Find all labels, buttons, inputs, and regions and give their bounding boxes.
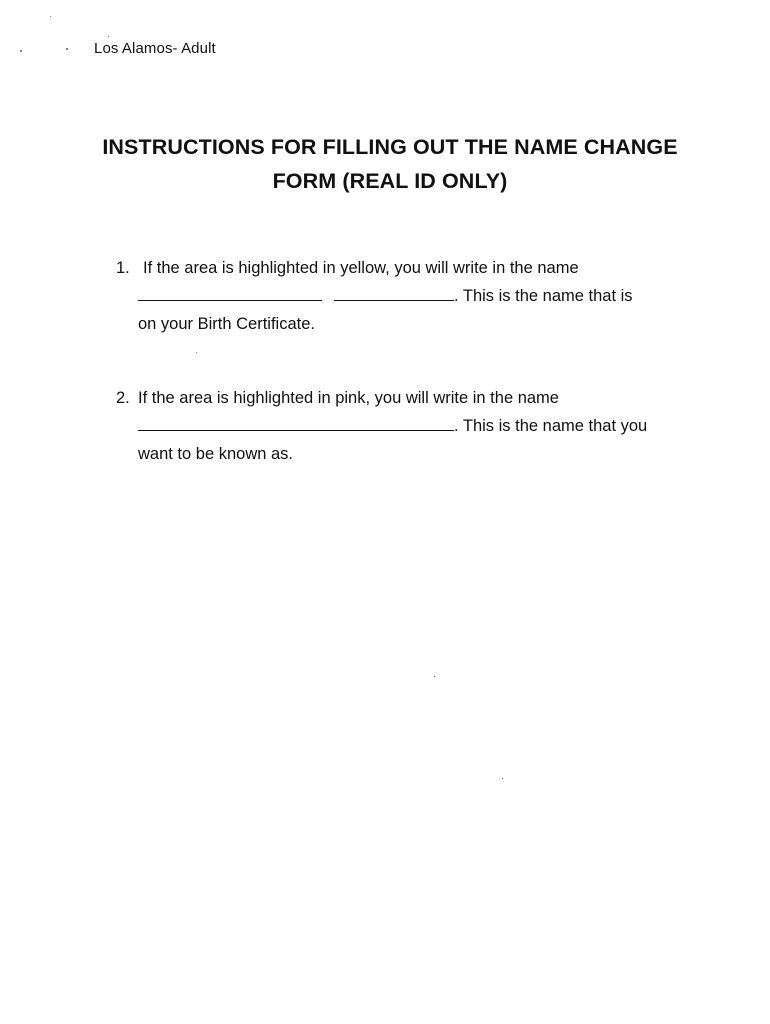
item-number: 2.: [116, 389, 130, 407]
item-text-line: If the area is highlighted in yellow, you will write in the name: [143, 259, 579, 277]
page-title: [60, 130, 720, 198]
item-text-line: on your Birth Certificate.: [138, 315, 315, 333]
document-header-label: Los Alamos- Adult: [94, 40, 216, 57]
scan-speck: [196, 352, 197, 353]
scan-speck: [434, 676, 435, 677]
item-text-line: [138, 282, 633, 310]
scan-speck: [108, 36, 109, 37]
scan-speck: [502, 778, 503, 779]
name-blank-line: [138, 282, 258, 301]
list-item: [116, 384, 736, 474]
item-number: 1.: [116, 259, 130, 277]
name-blank-line: [258, 282, 322, 301]
scan-speck: [66, 48, 68, 50]
item-text-line: want to be known as.: [138, 445, 294, 463]
scan-speck: [20, 50, 22, 52]
title-line: FORM (REAL ID ONLY): [272, 169, 508, 193]
name-blank-line: [138, 412, 454, 431]
list-item: [116, 254, 716, 344]
scan-speck: [50, 16, 51, 17]
item-text: . This is the name that is: [454, 287, 633, 305]
item-text-line: [138, 412, 647, 440]
item-text-line: If the area is highlighted in pink, you will write in the name: [138, 389, 559, 407]
title-line: INSTRUCTIONS FOR FILLING OUT THE NAME CHANGE: [102, 135, 678, 159]
name-blank-line: [334, 282, 454, 301]
item-text: . This is the name that you: [454, 417, 648, 435]
